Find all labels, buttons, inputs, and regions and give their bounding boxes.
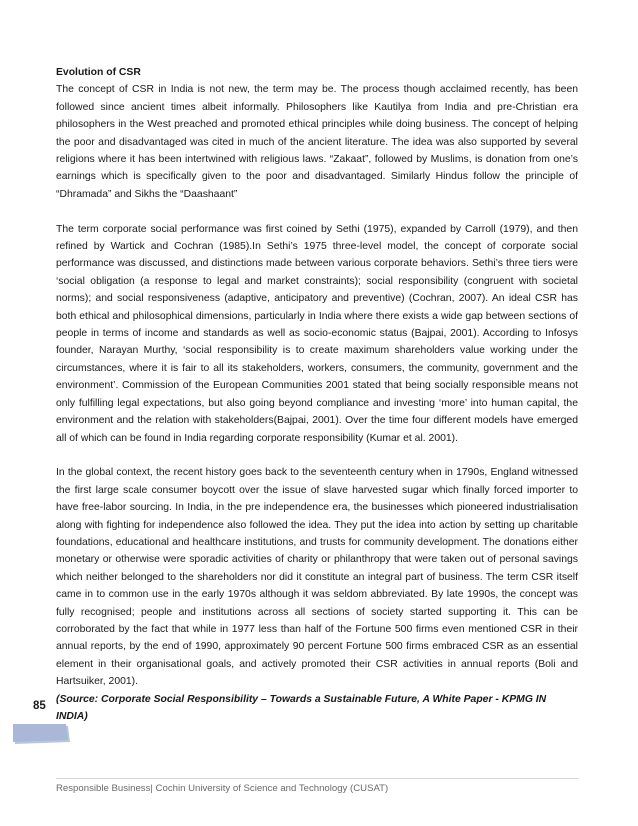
document-body xyxy=(56,64,578,725)
section-heading: Evolution of CSR xyxy=(56,67,141,78)
footer-text: Responsible Business| Cochin University of Science and Technology (CUSAT) xyxy=(56,783,389,794)
page-number: 85 xyxy=(33,700,46,712)
paragraph-3: In the global context, the recent history goes back to the seventeenth century when in 1790s, England witnessed the first large scale consumer boycott over the issue of slave harvested sugar which finally forced importer to have free-labor sourcing. In India, in the pre independence era, the businesses which pioneered industrialisation along with fighting for independence also followed the idea. They put the idea into action by setting up charitable foundations, educational and healthcare institutions, and trusts for community development. The donations either monetary or otherwise were sporadic activities of charity or philanthropy that were taken out of personal savings which neither belonged to the shareholders nor did it constitute an integral part of business. The term CSR itself came in to common use in the early 1970s although it was seldom abbreviated. By late 1990s, the concept was fully recognised; people and institutions across all sections of society started supporting it. This can be corroborated by the fact that while in 1977 less than half of the Fortune 500 firms even mentioned CSR in their annual reports, by the end of 1990, approximately 90 percent Fortune 500 firms embraced CSR as an essential element in their organisational goals, and actively promoted their CSR activities in annual reports (Boli and Hartsuiker, 2001). xyxy=(56,467,578,688)
page-tab-decoration xyxy=(12,722,72,746)
source-citation: (Source: Corporate Social Responsibility – Towards a Sustainable Future, A White Paper - KPMG IN INDIA) xyxy=(56,693,547,722)
page-tab-fill xyxy=(13,724,68,742)
footer-divider xyxy=(56,778,578,779)
paragraph-1: The concept of CSR in India is not new, the term may be. The process though acclaimed recently, has been followed since ancient times albeit informally. Philosophers like Kautilya from India and pre-Christian era philosophers in the West preached and promoted ethical principles while doing business. The concept of helping the poor and disadvantaged was cited in much of the ancient literature. The idea was also supported by several religions where it has been intertwined with religious laws. “Zakaat”, followed by Muslims, is donation from one’s earnings which is specifically given to the poor and disadvantaged. Similarly Hindus follow the principle of “Dhramada” and Sikhs the “Daashaant” xyxy=(56,84,578,200)
paragraph-2: The term corporate social performance was first coined by Sethi (1975), expanded by Carroll (1979), and then refined by Wartick and Cochran (1985).In Sethi’s 1975 three-level model, the concept of corporate social performance was discussed, and distinctions made between various corporate behaviors. Sethi’s three tiers were ‘social obligation (a response to legal and market constraints); social responsibility (congruent with societal norms); and social responsiveness (adaptive, anticipatory and preventive) (Cochran, 2007). An ideal CSR has both ethical and philosophical dimensions, particularly in India where there exists a wide gap between sections of people in terms of income and standards as well as socio-economic status (Bajpai, 2001). According to Infosys founder, Narayan Murthy, ‘social responsibility is to create maximum shareholders value working under the circumstances, where it is fair to all its stakeholders, workers, consumers, the community, government and the environment’. Commission of the European Communities 2001 stated that being socially responsible means not only fulfilling legal expectations, but also going beyond compliance and investing ‘more’ into human capital, the environment and the relation with stakeholders(Bajpai, 2001). Over the time four different models have emerged all of which can be found in India regarding corporate responsibility (Kumar et al. 2001). xyxy=(56,223,578,444)
